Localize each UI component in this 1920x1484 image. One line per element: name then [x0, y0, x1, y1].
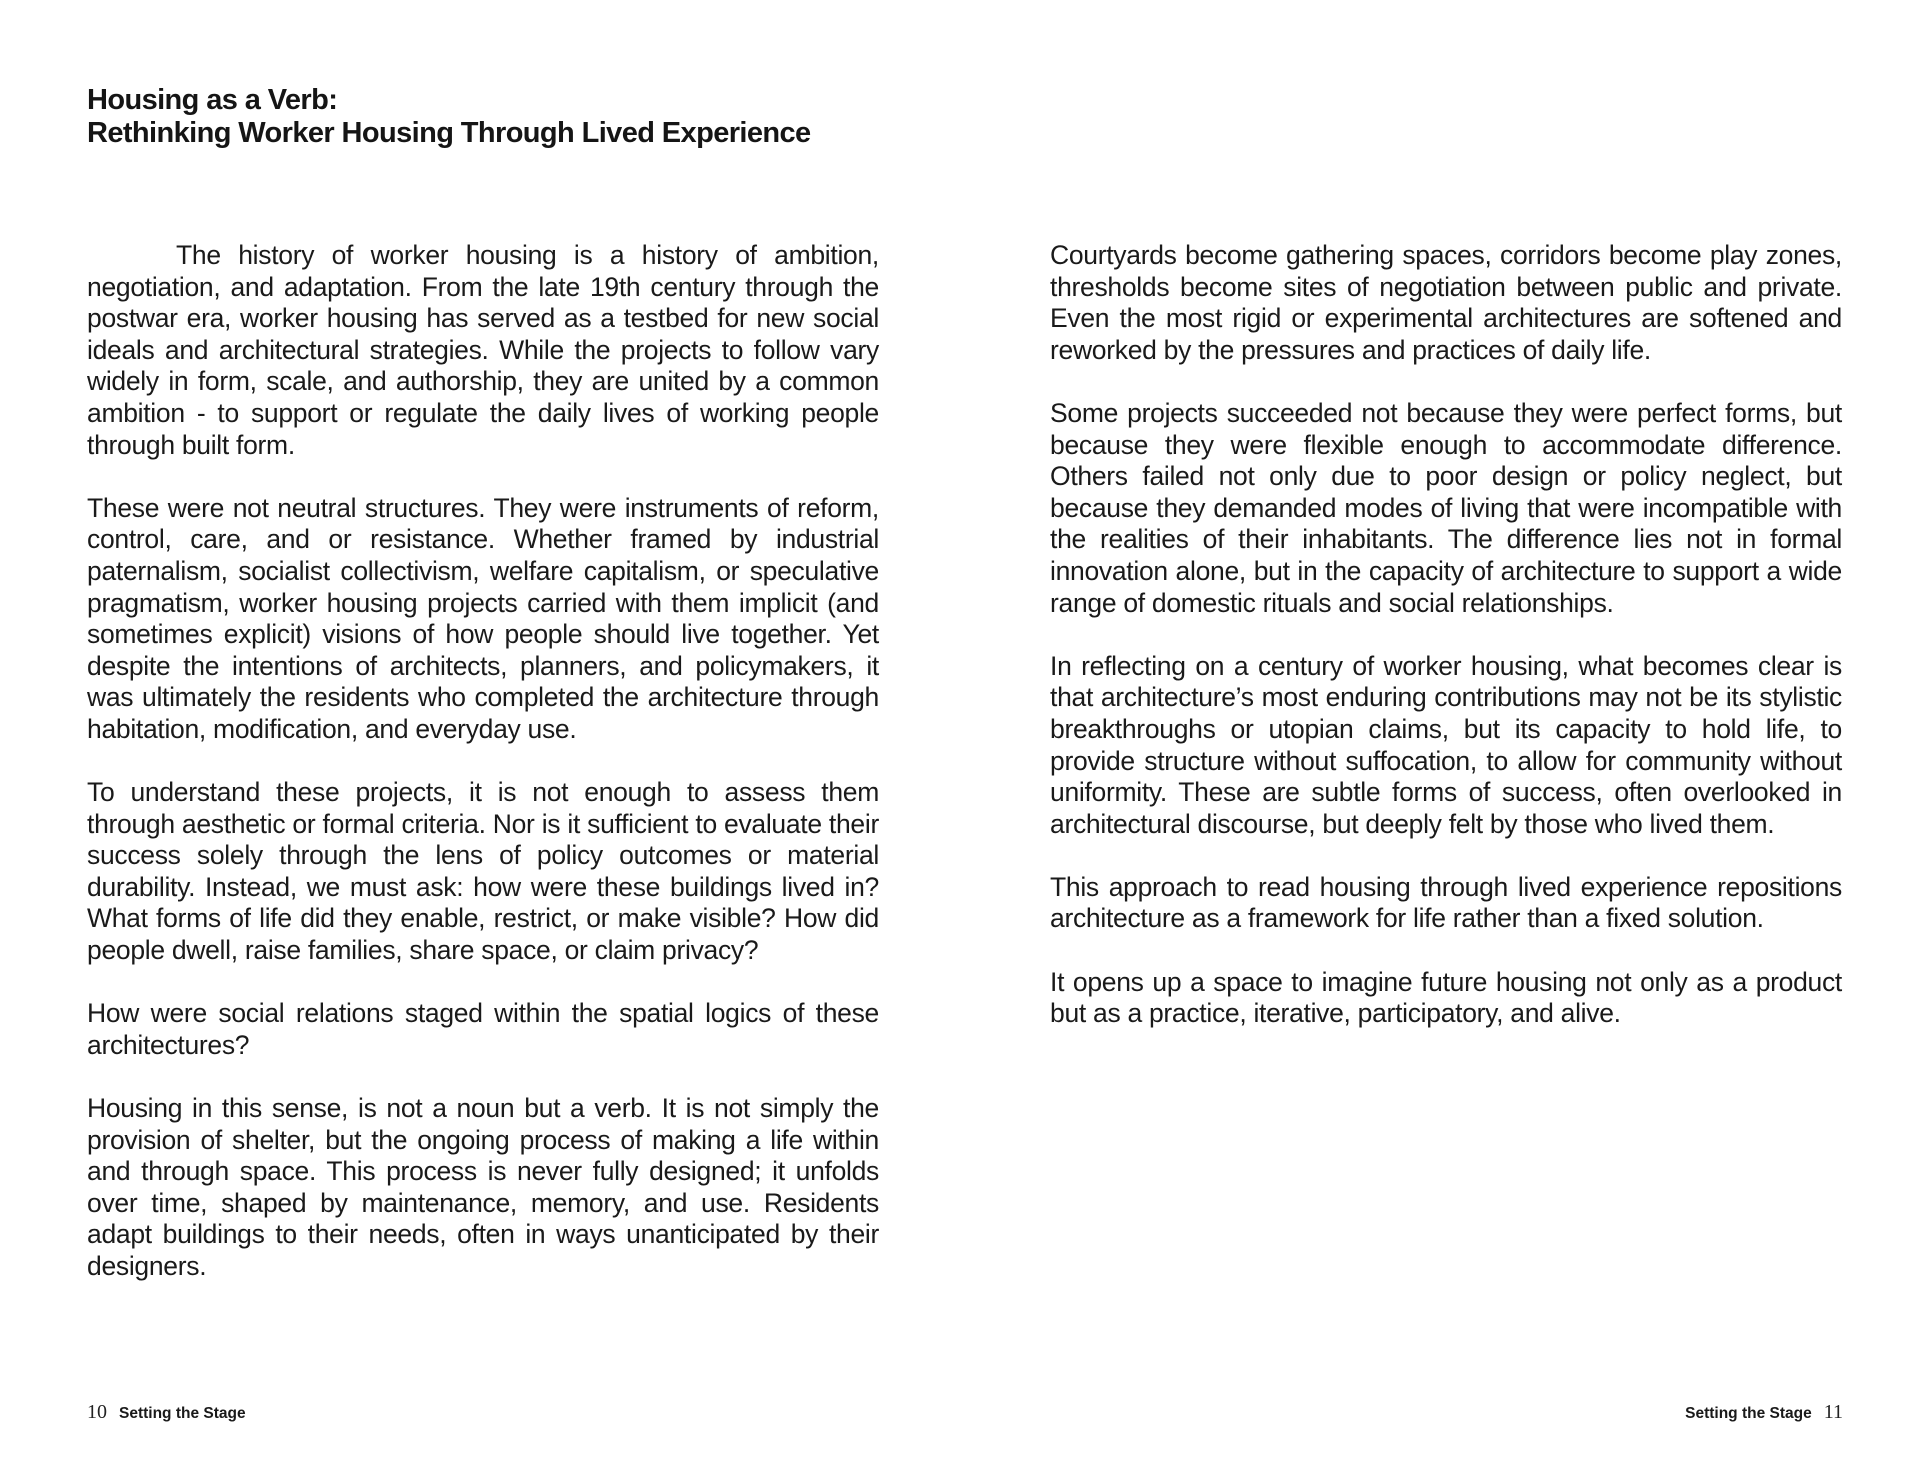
paragraph: The history of worker housing is a history of ambition, negotiation, and adaptation. From the late 19th century through the postwar era, worker housing has served as a testbed for new social ideals and architectural strategies. While the projects to follow vary widely in form, scale, and authorship, they are united by a common ambition - to support or regulate the daily lives of working people through built form. [87, 240, 879, 460]
left-page-footer [87, 1402, 246, 1424]
chapter-title [87, 84, 811, 150]
running-head: Setting the Stage [1685, 1405, 1812, 1422]
paragraph: Some projects succeeded not because they were perfect forms, but because they were flexible enough to accommodate difference. Others failed not only due to poor design or policy neglect, but because they demanded modes of living that were incompatible with the realities of their inhabitants. The difference lies not in formal innovation alone, but in the capacity of architecture to support a wide range of domestic rituals and social relationships. [1050, 397, 1842, 618]
running-head: Setting the Stage [119, 1405, 246, 1422]
paragraph: In reflecting on a century of worker housing, what becomes clear is that architecture’s most enduring contributions may not be its stylistic breakthroughs or utopian claims, but its capacity to hold life, to provide structure without suffocation, to allow for community without uniformity. These are subtle forms of success, often overlooked in architectural discourse, but deeply felt by those who lived them. [1050, 650, 1842, 839]
page-number: 10 [87, 1401, 107, 1423]
paragraph: Courtyards become gathering spaces, corridors become play zones, thresholds become sites of negotiation between public and private. Even the most rigid or experimental architectures are softened and reworked by the pressures and practices of daily life. [1050, 240, 1842, 365]
paragraph: To understand these projects, it is not enough to assess them through aesthetic or formal criteria. Nor is it sufficient to evaluate their success solely through the lens of policy outcomes or material durability. Instead, we must ask: how were these buildings lived in? What forms of life did they enable, restrict, or make visible? How did people dwell, raise families, share space, or claim privacy? [87, 777, 879, 966]
left-page-body [87, 240, 879, 1314]
paragraph: This approach to read housing through lived experience repositions architecture as a framework for life rather than a fixed solution. [1050, 871, 1842, 934]
paragraph: Housing in this sense, is not a noun but a verb. It is not simply the provision of shelter, but the ongoing process of making a life within and through space. This process is never fully designed; it unfolds over time, shaped by maintenance, memory, and use. Residents adapt buildings to their needs, often in ways unanticipated by their designers. [87, 1093, 879, 1281]
right-page-footer [1685, 1402, 1843, 1424]
paragraph: It opens up a space to imagine future housing not only as a product but as a practice, iterative, participatory, and alive. [1050, 966, 1842, 1029]
paragraph: These were not neutral structures. They were instruments of reform, control, care, and or resistance. Whether framed by industrial paternalism, socialist collectivism, welfare capitalism, or speculative pragmatism, worker housing projects carried with them implicit (and sometimes explicit) visions of how people should live together. Yet despite the intentions of architects, planners, and policymakers, it was ultimately the residents who completed the architecture through habitation, modification, and everyday use. [87, 492, 879, 744]
paragraph: How were social relations staged within the spatial logics of these architectures? [87, 998, 879, 1060]
page-number: 11 [1823, 1401, 1843, 1423]
title-line-2: Rethinking Worker Housing Through Lived Experience [87, 117, 811, 149]
right-page-body [1050, 240, 1842, 1061]
title-line-1: Housing as a Verb: [87, 84, 338, 116]
